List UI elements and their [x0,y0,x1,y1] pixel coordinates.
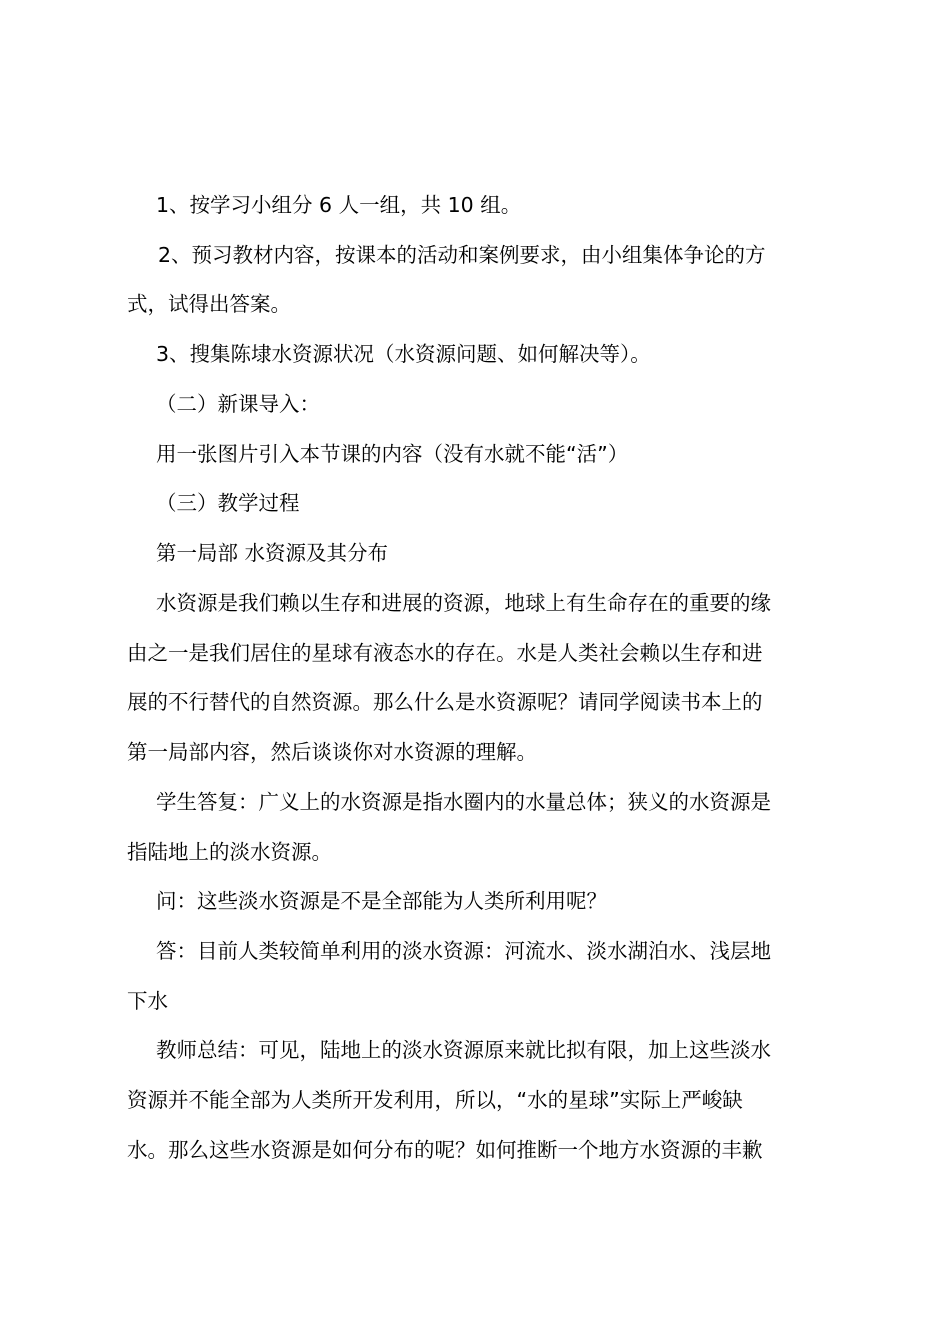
section-heading: （三）教学过程 [156,491,300,515]
section-heading: （二）新课导入： [156,392,320,416]
text-line: 式，试得出答案。 [127,292,291,316]
text-line: 1、按学习小组分 6 人一组，共 10 组。 [156,193,522,217]
text-line: 由之一是我们居住的星球有液态水的存在。水是人类社会赖以生存和进 [127,641,763,665]
text-line: 答：目前人类较简单利用的淡水资源：河流水、淡水湖泊水、浅层地 [156,939,771,963]
section-heading: 第一局部 水资源及其分布 [156,541,389,565]
text-line: 指陆地上的淡水资源。 [127,840,332,864]
text-line: 展的不行替代的自然资源。那么什么是水资源呢？请同学阅读书本上的 [127,690,763,714]
text-line: 问：这些淡水资源是不是全部能为人类所利用呢？ [156,889,607,913]
text-line: 3、搜集陈埭水资源状况（水资源问题、如何解决等）。 [156,342,651,366]
text-line: 水资源是我们赖以生存和进展的资源，地球上有生命存在的重要的缘 [156,591,771,615]
text-line: 下水 [127,989,168,1013]
text-line: 学生答复：广义上的水资源是指水圈内的水量总体；狭义的水资源是 [156,790,771,814]
text-line: 资源并不能全部为人类所开发利用，所以，“水的星球”实际上严峻缺 [127,1088,743,1112]
text-line: 用一张图片引入本节课的内容（没有水就不能“活”） [156,442,629,466]
text-line: 第一局部内容，然后谈谈你对水资源的理解。 [127,740,537,764]
text-line: 2、预习教材内容，按课本的活动和案例要求，由小组集体争论的方 [158,243,766,267]
text-line: 教师总结：可见，陆地上的淡水资源原来就比拟有限，加上这些淡水 [156,1038,771,1062]
text-line: 水。那么这些水资源是如何分布的呢？如何推断一个地方水资源的丰歉 [127,1138,763,1162]
